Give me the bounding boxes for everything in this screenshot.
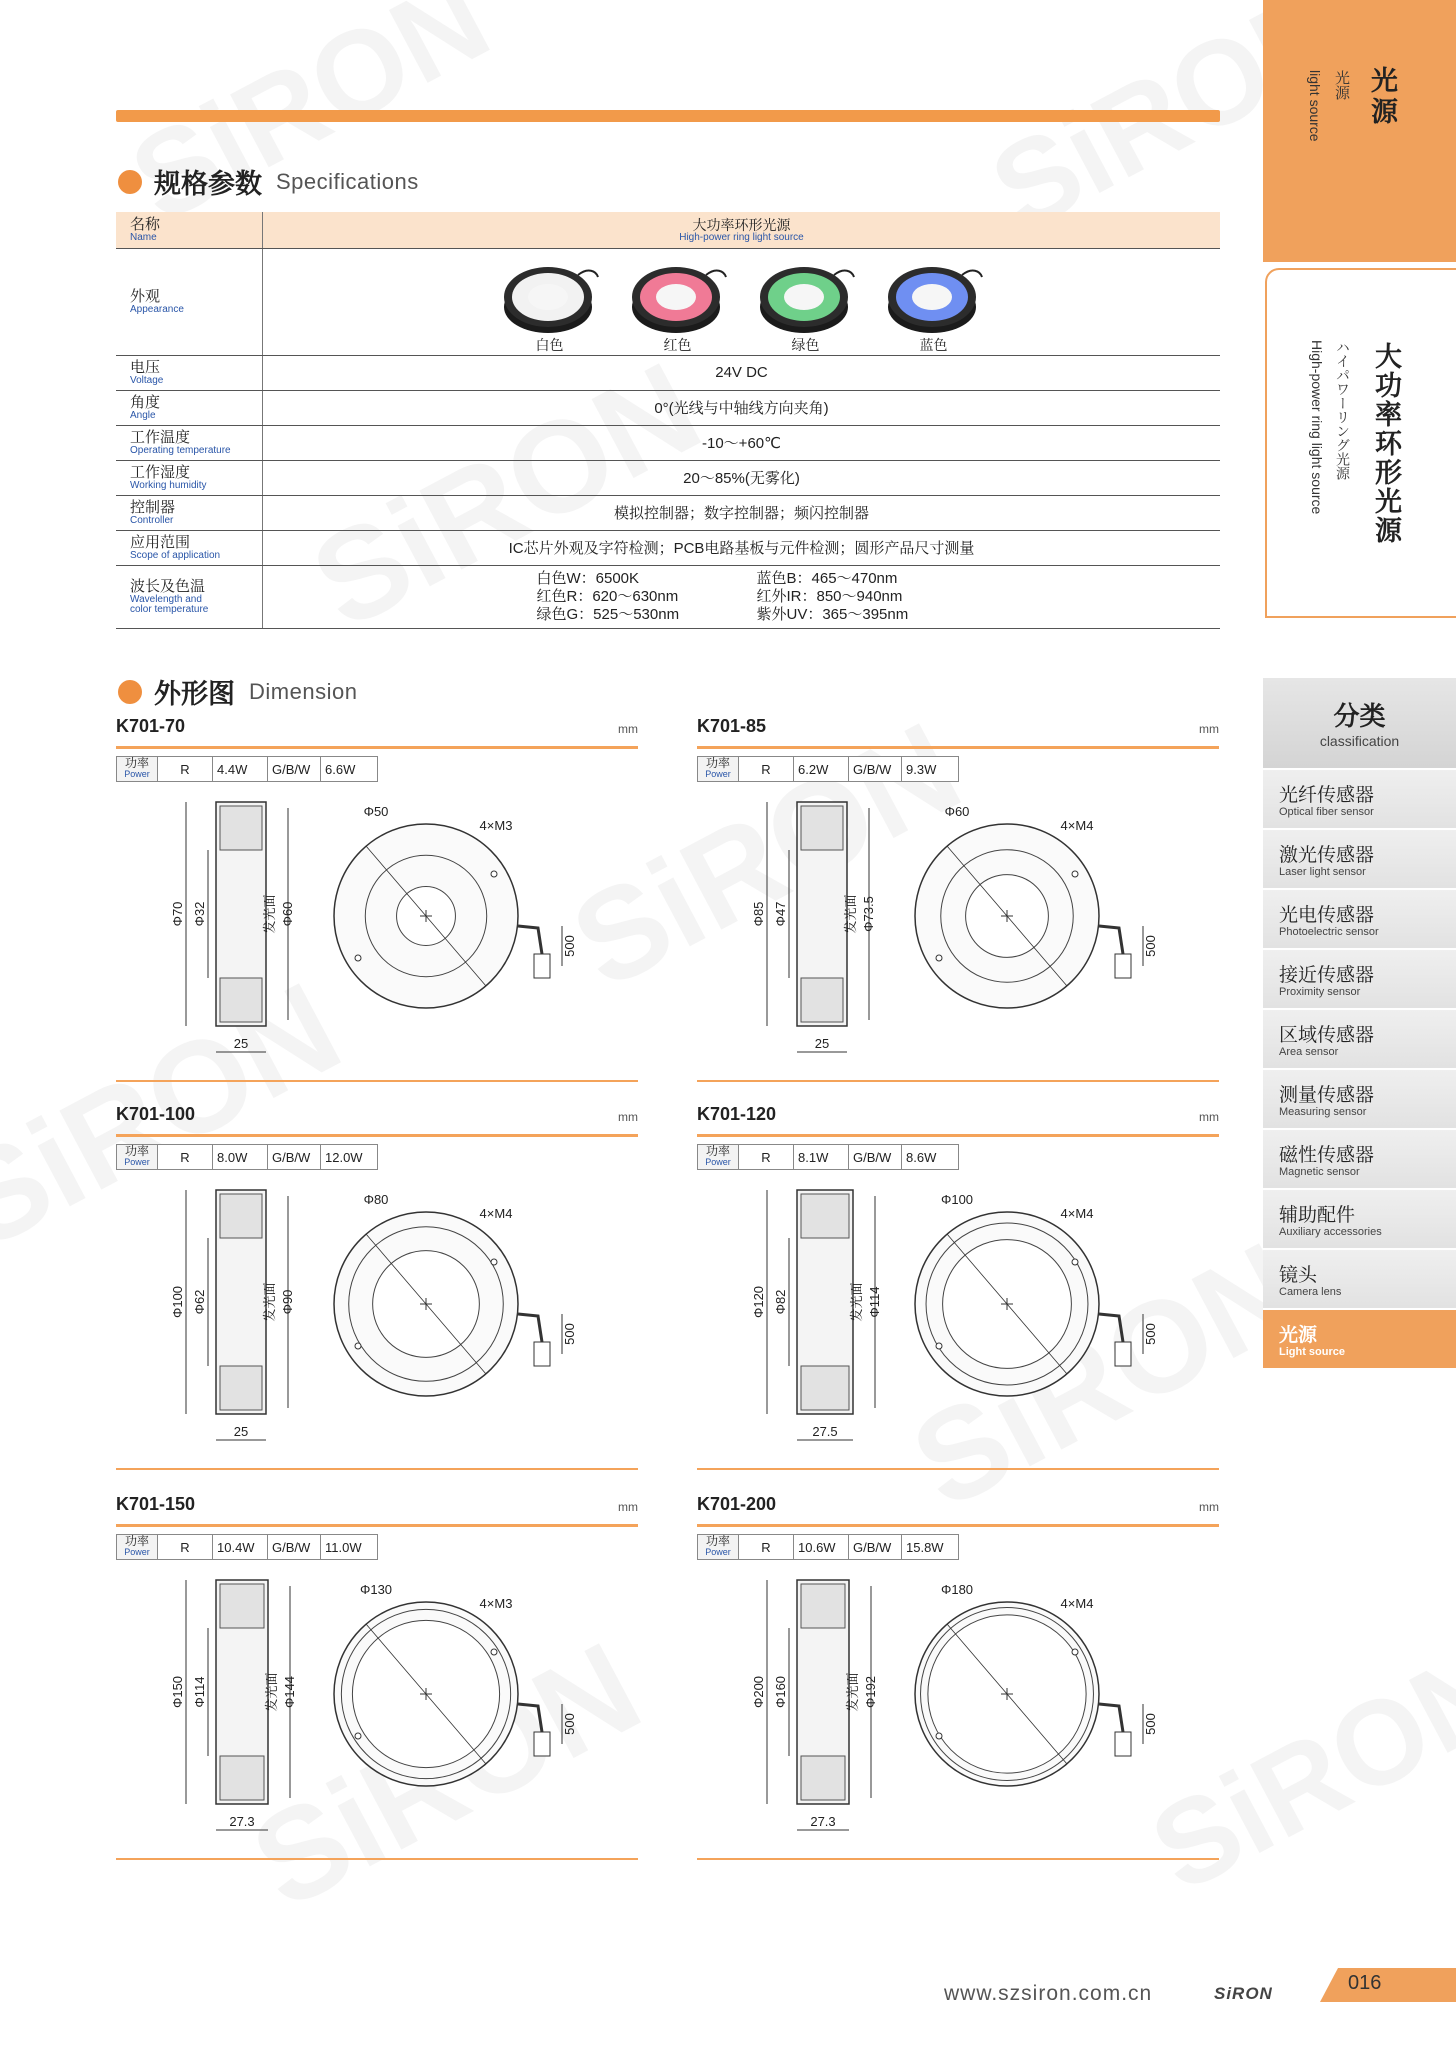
spec-row-wavelength: 波长及色温 Wavelength and color temperature 白色W：6500K 蓝色B：465～470nm 红色R：620～630nm 红外IR：850～940nm 绿色G：525～530nm 紫外UV：365～395nm (116, 565, 1220, 628)
unit-label: mm (618, 722, 638, 736)
cable-length-label: 500 (562, 935, 577, 957)
inner-diameter-label: Φ82 (773, 1289, 788, 1315)
ring-light-image: 红色 (628, 257, 728, 355)
page-number: 016 (1348, 1972, 1382, 1994)
emit-diameter-label: Φ73.5 (861, 896, 876, 932)
power-table: 功率 Power R 4.4W G/B/W 6.6W (116, 756, 378, 782)
sidebar-product-card: 大功率环形光源 ハイパワーリング光源 High-power ring light source (1265, 268, 1456, 618)
inner-diameter-label: Φ47 (773, 901, 788, 927)
front-diameter-label: Φ100 (940, 1192, 974, 1207)
ring-light-image: 蓝色 (884, 257, 984, 355)
unit-label: mm (1199, 1500, 1219, 1514)
sidebar-category-item[interactable]: 光电传感器 Photoelectric sensor (1263, 890, 1456, 950)
sidebar-tab: 光源 光源 light source (1263, 0, 1456, 262)
dimension-drawing (697, 786, 1219, 1076)
emit-surface-label: 发光面 (849, 1282, 864, 1322)
emit-diameter-label: Φ144 (282, 1675, 297, 1709)
panel-bottom-line (697, 1468, 1219, 1470)
panel-bottom-line (697, 1080, 1219, 1082)
spec-table (116, 212, 1220, 629)
inner-diameter-label: Φ32 (192, 901, 207, 927)
dimension-drawing (697, 1564, 1219, 1854)
model-title: K701-70 (116, 716, 186, 736)
ring-light-image: 绿色 (756, 257, 856, 355)
width-label: 25 (233, 1036, 249, 1051)
panel-accent-line (116, 1524, 638, 1527)
inner-diameter-label: Φ114 (192, 1676, 207, 1708)
dimension-panel (116, 716, 638, 1076)
dimension-panel (116, 1104, 638, 1464)
model-title: K701-85 (697, 716, 767, 736)
ring-light-image: 白色 (500, 257, 600, 355)
wavelength-values: 白色W：6500K 蓝色B：465～470nm 红色R：620～630nm 红外IR：850～940nm 绿色G：525～530nm 紫外UV：365～395nm (536, 569, 909, 623)
unit-label: mm (618, 1110, 638, 1124)
page-number-tab (1320, 1968, 1456, 2002)
front-view (334, 1602, 562, 1786)
panel-accent-line (697, 1134, 1219, 1137)
appearance-images (263, 249, 1220, 355)
inner-diameter-label: Φ160 (773, 1675, 788, 1709)
outer-diameter-label: Φ100 (170, 1285, 185, 1319)
emit-diameter-label: Φ192 (863, 1675, 878, 1709)
spec-row-scope: 应用范围 Scope of application IC芯片外观及字符检测；PCB电路基板与元件检测；圆形产品尺寸测量 (116, 530, 1220, 565)
front-diameter-label: Φ180 (940, 1582, 974, 1597)
cable-length-label: 500 (1143, 1323, 1158, 1345)
unit-label: mm (1199, 722, 1219, 736)
outer-diameter-label: Φ120 (751, 1285, 766, 1319)
width-label: 25 (814, 1036, 830, 1051)
cable-length-label: 500 (562, 1713, 577, 1735)
spec-row-controller: 控制器 Controller 模拟控制器；数字控制器；频闪控制器 (116, 495, 1220, 530)
front-diameter-label: Φ50 (363, 804, 389, 819)
holes-label: 4×M4 (1060, 818, 1094, 833)
outer-diameter-label: Φ200 (751, 1675, 766, 1709)
sidebar-category-item[interactable]: 测量传感器 Measuring sensor (1263, 1070, 1456, 1130)
power-table: 功率 Power R 8.0W G/B/W 12.0W (116, 1144, 378, 1170)
emit-surface-label: 发光面 (262, 1282, 277, 1322)
front-diameter-label: Φ60 (944, 804, 970, 819)
power-table: 功率 Power R 8.1W G/B/W 8.6W (697, 1144, 959, 1170)
holes-label: 4×M4 (1060, 1596, 1094, 1611)
sidebar-category-item[interactable]: 接近传感器 Proximity sensor (1263, 950, 1456, 1010)
emit-surface-label: 发光面 (843, 894, 858, 934)
sidebar-category-item[interactable]: 辅助配件 Auxiliary accessories (1263, 1190, 1456, 1250)
front-view (334, 824, 562, 1008)
panel-accent-line (116, 746, 638, 749)
panel-bottom-line (116, 1080, 638, 1082)
spec-row-angle: 角度 Angle 0°(光线与中轴线方向夹角) (116, 390, 1220, 425)
front-diameter-label: Φ130 (359, 1582, 393, 1597)
dimension-drawing (116, 1174, 638, 1464)
front-view (915, 824, 1143, 1008)
model-title: K701-100 (116, 1104, 196, 1124)
spec-row-working-humidity: 工作湿度 Working humidity 20～85%(无雾化) (116, 460, 1220, 495)
width-label: 27.5 (812, 1424, 838, 1439)
cable-length-label: 500 (562, 1323, 577, 1345)
panel-accent-line (697, 1524, 1219, 1527)
power-table: 功率 Power R 10.6W G/B/W 15.8W (697, 1534, 959, 1560)
dimension-panel (697, 716, 1219, 1076)
outer-diameter-label: Φ70 (170, 901, 185, 927)
front-view (915, 1602, 1143, 1786)
width-label: 27.3 (229, 1814, 255, 1829)
footer-url[interactable]: www.szsiron.com.cn (944, 1982, 1153, 2005)
model-title: K701-120 (697, 1104, 777, 1124)
emit-diameter-label: Φ114 (867, 1286, 882, 1318)
outer-diameter-label: Φ85 (751, 901, 766, 927)
sidebar-category-item[interactable]: 激光传感器 Laser light sensor (1263, 830, 1456, 890)
unit-label: mm (1199, 1110, 1219, 1124)
model-title: K701-150 (116, 1494, 196, 1514)
sidebar-category-item[interactable]: 区域传感器 Area sensor (1263, 1010, 1456, 1070)
width-label: 27.3 (810, 1814, 836, 1829)
sidebar-category-item[interactable]: 光源 Light source (1263, 1310, 1456, 1370)
emit-diameter-label: Φ60 (280, 901, 295, 927)
bullet-dot-icon (118, 680, 142, 704)
top-accent-bar (116, 110, 1220, 122)
holes-label: 4×M3 (479, 1596, 513, 1611)
sidebar-category-item[interactable]: 光纤传感器 Optical fiber sensor (1263, 770, 1456, 830)
holes-label: 4×M4 (1060, 1206, 1094, 1221)
spec-row-name: 名称 Name 大功率环形光源 High-power ring light source (116, 212, 1220, 248)
spec-row-voltage: 电压 Voltage 24V DC (116, 355, 1220, 390)
cable-length-label: 500 (1143, 1713, 1158, 1735)
emit-surface-label: 发光面 (262, 894, 277, 934)
dimension-heading: 外形图 Dimension (118, 672, 357, 711)
bullet-dot-icon (118, 170, 142, 194)
dimension-drawing (116, 1564, 638, 1854)
front-diameter-label: Φ80 (363, 1192, 389, 1207)
front-view (334, 1212, 562, 1396)
panel-bottom-line (116, 1468, 638, 1470)
dimension-drawing (697, 1174, 1219, 1464)
classification-header: 分类 classification (1263, 678, 1456, 768)
sidebar-category-item[interactable]: 磁性传感器 Magnetic sensor (1263, 1130, 1456, 1190)
model-title: K701-200 (697, 1494, 777, 1514)
emit-diameter-label: Φ90 (280, 1289, 295, 1315)
outer-diameter-label: Φ150 (170, 1675, 185, 1709)
panel-bottom-line (697, 1858, 1219, 1860)
panel-bottom-line (116, 1858, 638, 1860)
spec-row-operating-temperature: 工作温度 Operating temperature -10～+60℃ (116, 425, 1220, 460)
power-table: 功率 Power R 6.2W G/B/W 9.3W (697, 756, 959, 782)
emit-surface-label: 发光面 (845, 1672, 860, 1712)
width-label: 25 (233, 1424, 249, 1439)
holes-label: 4×M3 (479, 818, 513, 833)
emit-surface-label: 发光面 (264, 1672, 279, 1712)
cable-length-label: 500 (1143, 935, 1158, 957)
dimension-drawing (116, 786, 638, 1076)
holes-label: 4×M4 (479, 1206, 513, 1221)
dimension-panel (116, 1494, 638, 1854)
power-table: 功率 Power R 10.4W G/B/W 11.0W (116, 1534, 378, 1560)
dimension-panel (697, 1104, 1219, 1464)
sidebar-category-item[interactable]: 镜头 Camera lens (1263, 1250, 1456, 1310)
front-view (915, 1212, 1143, 1396)
dimension-panel (697, 1494, 1219, 1854)
specifications-heading: 规格参数 Specifications (118, 162, 419, 201)
inner-diameter-label: Φ62 (192, 1289, 207, 1315)
panel-accent-line (697, 746, 1219, 749)
spec-row-appearance: 外观 Appearance 白色 红色 绿色 蓝色 (116, 248, 1220, 355)
footer-logo: SiRON (1214, 1984, 1273, 2003)
panel-accent-line (116, 1134, 638, 1137)
unit-label: mm (618, 1500, 638, 1514)
